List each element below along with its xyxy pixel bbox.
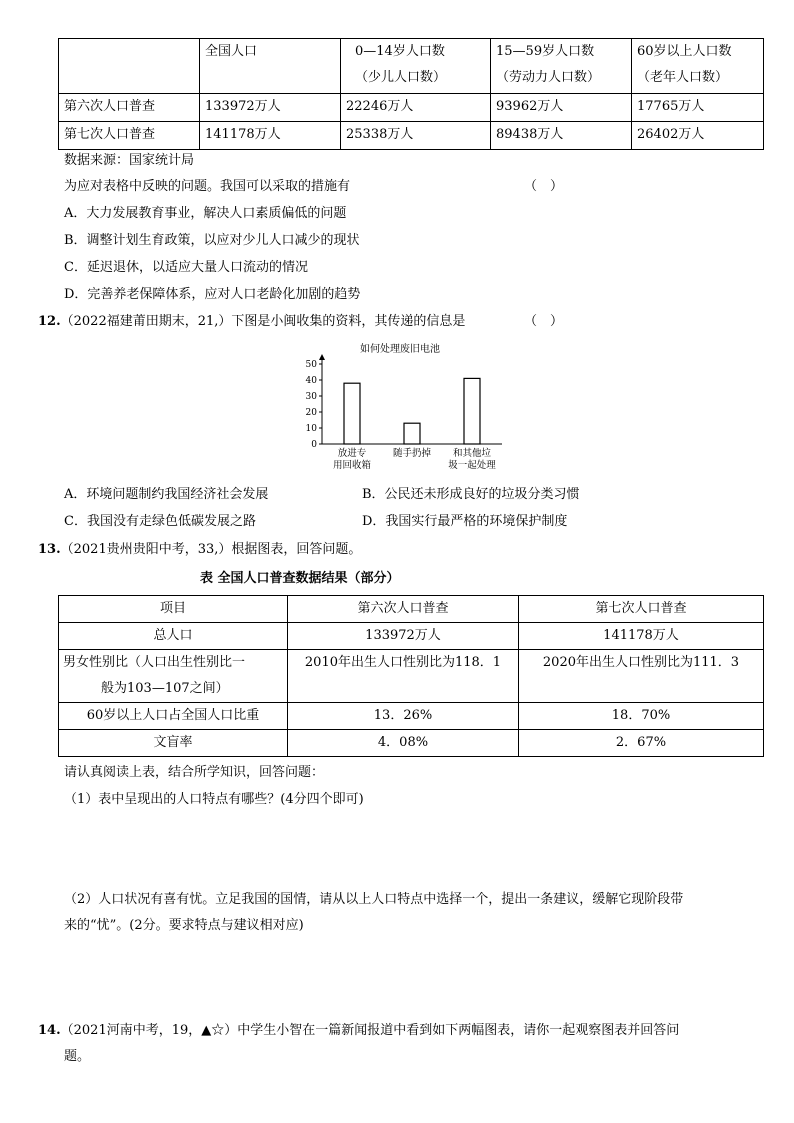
table-header-cell: 第六次人口普查 <box>288 596 519 623</box>
y-tick-label: 40 <box>305 376 317 386</box>
table-cell: 22246万人 <box>341 94 491 122</box>
table-row <box>59 122 764 150</box>
battery-disposal-bar-chart <box>300 340 510 476</box>
population-census-table <box>58 38 764 150</box>
question-12 <box>38 313 465 331</box>
y-tick-label: 30 <box>305 392 317 402</box>
table-header-row <box>59 596 764 623</box>
table-title: 表 全国人口普查数据结果（部分） <box>200 571 400 586</box>
option-d: D．我国实行最严格的环境保护制度 <box>362 514 568 529</box>
sub-question-1: （1）表中呈现出的人口特点有哪些？(4分四个即可) <box>64 792 364 807</box>
table-header-cell: 项目 <box>59 596 288 623</box>
bar <box>404 423 420 444</box>
table-cell: 2010年出生人口性别比为118．1 <box>288 650 519 703</box>
option-c: C．我国没有走绿色低碳发展之路 <box>64 514 256 529</box>
table-row <box>59 623 764 650</box>
question-stem: （2021河南中考，19，▲☆）中学生小智在一篇新闻报道中看到如下两幅图表，请你一起观察图表并回答问 <box>60 1023 680 1038</box>
x-tick-label: 随手扔掉 <box>392 448 432 459</box>
table-cell: 18．70% <box>519 703 764 730</box>
table-row <box>59 703 764 730</box>
y-tick-label: 50 <box>305 360 317 370</box>
table-header-cell <box>59 39 200 94</box>
x-tick-label: 圾一起处理 <box>448 460 496 471</box>
table-cell: 2020年出生人口性别比为111．3 <box>519 650 764 703</box>
table-cell: 文盲率 <box>59 730 288 757</box>
header-subline: （老年人口数） <box>637 70 729 85</box>
census-results-table <box>58 595 764 757</box>
table-cell: 141178万人 <box>200 122 341 150</box>
table-header-cell <box>341 39 491 94</box>
question-number: 13. <box>38 542 61 557</box>
header-line: 60岁以上人口数 <box>637 44 732 59</box>
table-header-cell: 全国人口 <box>200 39 341 94</box>
table-cell: 第六次人口普查 <box>59 94 200 122</box>
option-a: A．环境问题制约我国经济社会发展 <box>64 487 269 502</box>
table-row <box>59 94 764 122</box>
option-a: A．大力发展教育事业，解决人口素质偏低的问题 <box>64 206 347 221</box>
y-tick-label: 20 <box>305 408 317 418</box>
chart-x-labels <box>333 447 496 471</box>
x-tick-label: 用回收箱 <box>332 460 372 471</box>
table-header-cell <box>632 39 764 94</box>
table-header-row <box>59 39 764 94</box>
bar <box>464 378 480 444</box>
question-14 <box>38 1022 679 1040</box>
header-subline: （劳动力人口数） <box>496 70 601 85</box>
question-stem: 为应对表格中反映的问题。我国可以采取的措施有 <box>64 179 351 194</box>
table-cell: 17765万人 <box>632 94 764 122</box>
table-cell: 4．08% <box>288 730 519 757</box>
table-cell: 总人口 <box>59 623 288 650</box>
answer-bracket: （ ） <box>524 179 564 194</box>
table-row <box>59 730 764 757</box>
table-cell: 89438万人 <box>491 122 632 150</box>
chart-title: 如何处理废旧电池 <box>360 344 440 355</box>
question-stem: （2022福建莆田期末，21,）下图是小闽收集的资料，其传递的信息是 <box>60 314 466 329</box>
bar <box>344 383 360 444</box>
header-subline: （少儿人口数） <box>355 70 447 85</box>
table-cell <box>59 650 288 703</box>
table-cell: 60岁以上人口占全国人口比重 <box>59 703 288 730</box>
y-tick-label: 0 <box>311 440 317 450</box>
sub-question-2-line1: （2）人口状况有喜有忧。立足我国的国情，请从以上人口特点中选择一个，提出一条建议，缓解它现阶段带 <box>64 892 684 907</box>
question-13 <box>38 541 361 559</box>
table-row <box>59 650 764 703</box>
cell-line: 男女性别比（人口出生性别比一 <box>63 655 246 670</box>
table-cell: 133972万人 <box>288 623 519 650</box>
option-c: C．延迟退休，以适应大量人口流动的情况 <box>64 260 308 275</box>
question-number: 12. <box>38 314 61 329</box>
answer-bracket: （ ） <box>524 314 564 329</box>
table-header-cell <box>491 39 632 94</box>
header-line: 0—14岁人口数 <box>355 44 445 59</box>
data-source: 数据来源：国家统计局 <box>64 153 195 168</box>
table-cell: 133972万人 <box>200 94 341 122</box>
table-cell: 13．26% <box>288 703 519 730</box>
option-b: B．公民还未形成良好的垃圾分类习惯 <box>362 487 580 502</box>
chart-bars <box>344 378 480 444</box>
table-cell: 2．67% <box>519 730 764 757</box>
y-axis-arrow-icon <box>319 354 325 360</box>
table-cell: 第七次人口普查 <box>59 122 200 150</box>
y-tick-label: 10 <box>305 424 317 434</box>
table-cell: 26402万人 <box>632 122 764 150</box>
header-line: 15—59岁人口数 <box>496 44 595 59</box>
table-cell: 25338万人 <box>341 122 491 150</box>
table-cell: 141178万人 <box>519 623 764 650</box>
question-intro: 请认真阅读上表，结合所学知识，回答问题： <box>64 765 325 780</box>
question-stem: （2021贵州贵阳中考，33,）根据图表，回答问题。 <box>60 542 362 557</box>
table-header-cell: 第七次人口普查 <box>519 596 764 623</box>
question-stem-cont: 题。 <box>64 1049 91 1064</box>
x-tick-label: 和其他垃 <box>452 448 492 459</box>
cell-line: 般为103—107之间） <box>101 681 229 696</box>
chart-y-ticks <box>306 360 322 450</box>
x-tick-label: 放进专 <box>337 448 367 459</box>
option-b: B．调整计划生育政策，以应对少儿人口减少的现状 <box>64 233 360 248</box>
question-number: 14. <box>38 1023 61 1038</box>
sub-question-2-line2: 来的“忧”。(2分。要求特点与建议相对应) <box>64 918 304 933</box>
table-cell: 93962万人 <box>491 94 632 122</box>
option-d: D．完善养老保障体系，应对人口老龄化加剧的趋势 <box>64 287 361 302</box>
